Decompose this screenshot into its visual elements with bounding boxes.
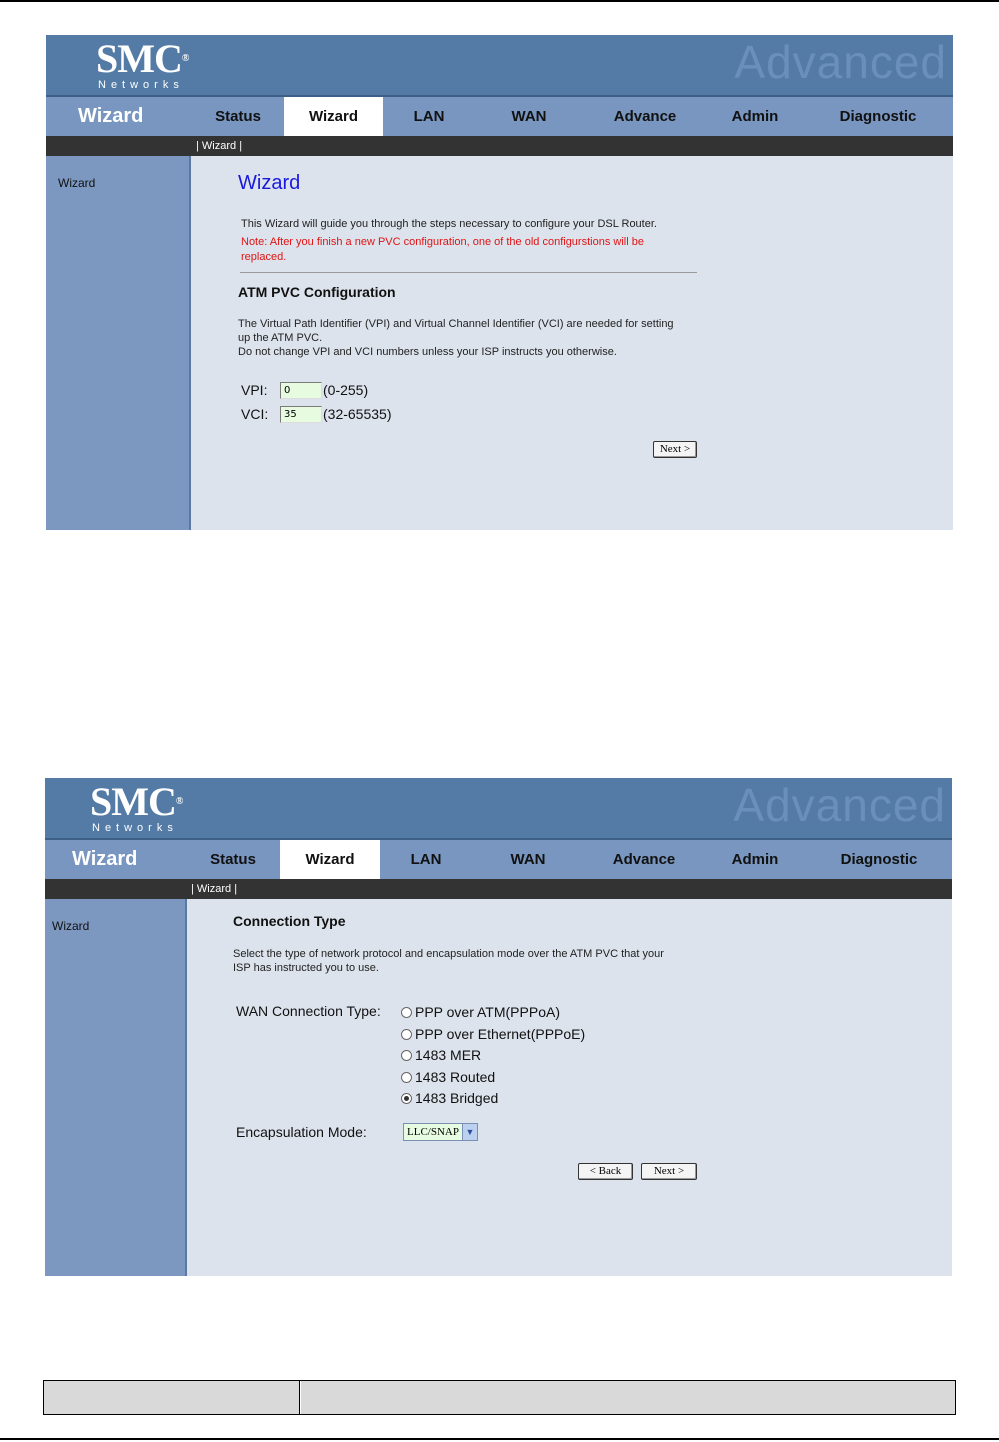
logo-text: SMC xyxy=(96,36,182,81)
main-content xyxy=(189,899,952,1276)
tab-wizard[interactable]: Wizard xyxy=(284,97,383,136)
nav-brand: Wizard xyxy=(72,848,138,870)
screenshot-atm-pvc xyxy=(46,35,953,530)
screenshot-connection-type xyxy=(45,778,952,1276)
radio-pppoe[interactable] xyxy=(401,1025,585,1043)
tab-advance[interactable]: Advance xyxy=(613,108,677,125)
nav-brand: Wizard xyxy=(78,105,144,127)
tab-diagnostic[interactable]: Diagnostic xyxy=(840,851,918,868)
logo-subtitle: Networks xyxy=(92,822,178,834)
encapsulation-mode-select[interactable] xyxy=(403,1123,478,1141)
logo-reg: ® xyxy=(181,53,189,64)
chevron-down-icon[interactable]: ▼ xyxy=(462,1124,477,1140)
next-button[interactable]: Next > xyxy=(641,1163,697,1180)
description-line-2: up the ATM PVC. xyxy=(238,332,323,344)
tab-diagnostic[interactable]: Diagnostic xyxy=(839,108,917,125)
main-content xyxy=(193,156,953,530)
vpi-input[interactable]: 0 xyxy=(280,382,322,399)
tab-lan[interactable]: LAN xyxy=(413,108,445,125)
section-title: ATM PVC Configuration xyxy=(238,284,396,300)
radio-1483-routed-label: 1483 Routed xyxy=(415,1069,496,1085)
back-button[interactable]: < Back xyxy=(578,1163,633,1180)
main-nav xyxy=(45,838,952,879)
sidebar-item-wizard[interactable]: Wizard xyxy=(58,176,96,190)
description-line-1: The Virtual Path Identifier (VPI) and Virtual Channel Identifier (VCI) are needed for setting xyxy=(238,318,674,330)
section-title: Connection Type xyxy=(233,913,346,929)
tab-admin[interactable]: Admin xyxy=(731,108,779,125)
radio-icon[interactable] xyxy=(401,1007,412,1018)
logo-reg: ® xyxy=(175,796,183,807)
vpi-range: (0-255) xyxy=(323,382,369,398)
vci-label: VCI: xyxy=(241,406,269,422)
description-line-2: ISP has instructed you to use. xyxy=(233,962,379,974)
top-rule xyxy=(0,0,999,2)
encapsulation-mode-value: LLC/SNAP xyxy=(407,1126,459,1138)
tab-wan[interactable]: WAN xyxy=(510,851,546,868)
header-banner xyxy=(45,778,952,838)
page-title: Wizard xyxy=(238,172,301,194)
radio-icon[interactable] xyxy=(401,1029,412,1040)
divider xyxy=(240,272,697,273)
radio-1483-bridged-label: 1483 Bridged xyxy=(415,1090,499,1106)
radio-1483-mer[interactable] xyxy=(401,1046,481,1064)
radio-icon[interactable] xyxy=(401,1072,412,1083)
description-line-3: Do not change VPI and VCI numbers unless your ISP instructs you otherwise. xyxy=(238,346,617,358)
smc-logo[interactable] xyxy=(96,36,189,91)
smc-logo[interactable] xyxy=(90,779,183,834)
radio-1483-mer-label: 1483 MER xyxy=(415,1047,482,1063)
tab-status[interactable]: Status xyxy=(215,108,261,125)
advanced-watermark: Advanced xyxy=(734,36,947,88)
main-nav xyxy=(46,95,953,136)
radio-pppoa[interactable] xyxy=(401,1003,560,1021)
radio-pppoe-label: PPP over Ethernet(PPPoE) xyxy=(415,1026,586,1042)
table-cell xyxy=(44,1381,300,1414)
empty-table xyxy=(43,1380,956,1415)
radio-checked-icon[interactable] xyxy=(401,1093,412,1104)
encapsulation-mode-label: Encapsulation Mode: xyxy=(236,1124,367,1140)
vci-input[interactable]: 35 xyxy=(280,406,322,423)
next-button[interactable]: Next > xyxy=(653,441,697,458)
radio-1483-bridged[interactable] xyxy=(401,1089,498,1107)
sub-nav xyxy=(46,136,953,156)
vpi-label: VPI: xyxy=(241,382,268,398)
logo-text: SMC xyxy=(90,779,176,824)
advanced-watermark: Advanced xyxy=(733,779,946,831)
sub-nav xyxy=(45,879,952,899)
note-line-2: replaced. xyxy=(241,251,287,263)
radio-pppoa-label: PPP over ATM(PPPoA) xyxy=(415,1004,560,1020)
header-banner xyxy=(46,35,953,95)
radio-icon[interactable] xyxy=(401,1050,412,1061)
tab-admin[interactable]: Admin xyxy=(731,851,779,868)
tab-status[interactable]: Status xyxy=(210,851,256,868)
table-cell xyxy=(301,1381,955,1414)
note-line-1: Note: After you finish a new PVC configuration, one of the old configurstions will be xyxy=(241,236,644,248)
vci-range: (32-65535) xyxy=(323,406,392,422)
logo-subtitle: Networks xyxy=(98,79,184,91)
subnav-wizard-link[interactable]: | Wizard | xyxy=(191,883,238,895)
sidebar xyxy=(45,899,187,1276)
tab-wizard[interactable]: Wizard xyxy=(280,840,380,879)
radio-1483-routed[interactable] xyxy=(401,1068,495,1086)
intro-text: This Wizard will guide you through the steps necessary to configure your DSL Router. xyxy=(241,218,657,230)
wan-connection-type-label: WAN Connection Type: xyxy=(236,1003,381,1019)
sidebar-item-wizard[interactable]: Wizard xyxy=(52,919,90,933)
tab-advance[interactable]: Advance xyxy=(612,851,676,868)
sidebar xyxy=(46,156,191,530)
bottom-rule xyxy=(0,1438,999,1440)
tab-lan[interactable]: LAN xyxy=(410,851,442,868)
subnav-wizard-link[interactable]: | Wizard | xyxy=(196,140,243,152)
description-line-1: Select the type of network protocol and encapsulation mode over the ATM PVC that your xyxy=(233,948,664,960)
tab-wan[interactable]: WAN xyxy=(511,108,547,125)
